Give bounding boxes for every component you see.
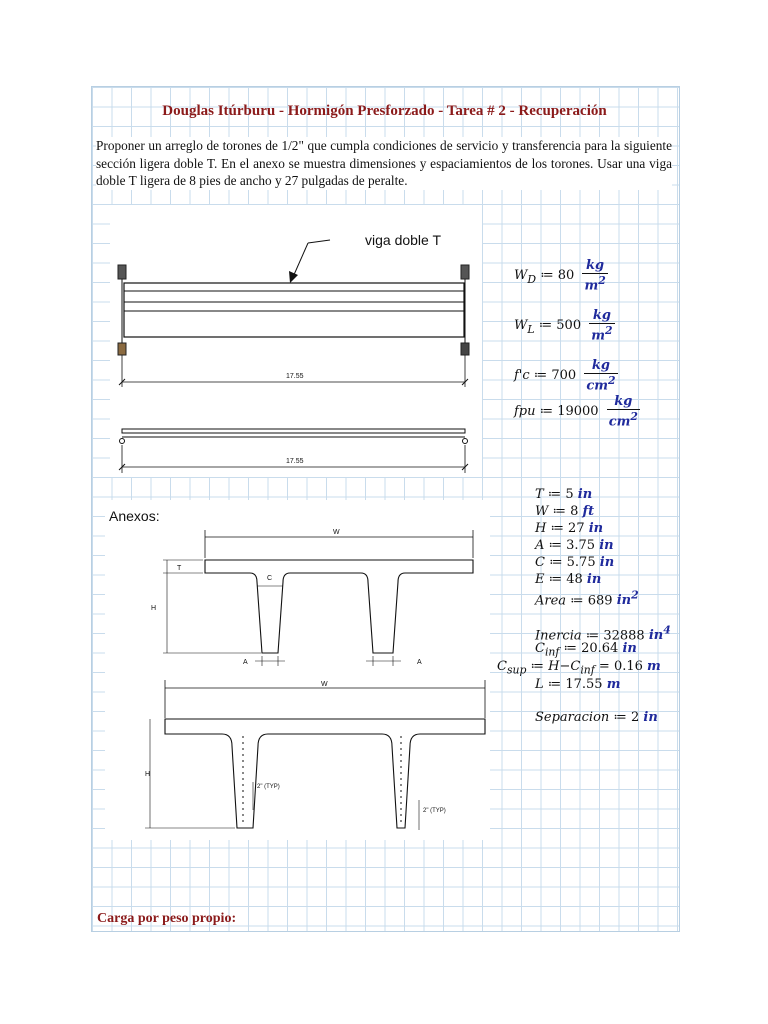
h-label-bottom: H <box>145 771 151 778</box>
w-label-top: W <box>333 529 340 536</box>
param-h: H ≔ 27 in <box>535 521 604 536</box>
fpu-definition: fpu ≔ 19000 $\frac{kg}{cm^2}$ <box>514 394 638 430</box>
param-separacion: Separacion ≔ 2 in <box>535 710 658 725</box>
beam-label: viga doble T <box>365 232 442 248</box>
a-label-left: A <box>243 659 248 666</box>
param-l: L ≔ 17.55 m <box>535 677 621 692</box>
param-csup: $C_{sup}$ ≔ $H-C_{inf} = 0.16$ m <box>497 659 661 677</box>
beam-elevation-drawing <box>110 205 482 477</box>
param-t: T ≔ 5 in <box>535 487 593 502</box>
annex-section-drawing <box>105 500 490 840</box>
param-c: C ≔ 5.75 in <box>535 555 615 570</box>
annex-heading: Anexos: <box>109 508 160 524</box>
param-area: Area ≔ 689 $in^2$ <box>535 589 639 609</box>
problem-statement: Proponer un arreglo de torones de 1/2" que cumpla condiciones de servicio y transferencia para la siguiente sección ligera doble T. En el anexo se muestra dimensiones y espaciamientos de los torones. Usar una viga doble T ligera de 8 pies de ancho y 27 pulgadas de peralte. <box>96 138 672 188</box>
span-dimension-bottom: 17.55 <box>286 458 304 465</box>
page-title: Douglas Itúrburu - Hormigón Presforzado - Tarea # 2 - Recuperación <box>162 103 607 119</box>
span-dimension-top: 17.55 <box>286 373 304 380</box>
param-cinf: $C_{inf}$ ≔ 20.64 in <box>535 641 637 659</box>
param-inercia: Inercia ≔ 32888 $in^4$ <box>535 624 671 644</box>
h-label-top: H <box>151 605 157 612</box>
beam-elevation-svg <box>110 205 482 477</box>
param-e: E ≔ 48 in <box>535 572 602 587</box>
wd-definition: $W_D$ ≔ 80 $\frac{kg}{m^2}$ <box>514 258 606 294</box>
typ-label-right: 2" (TYP) <box>423 808 446 814</box>
param-a: A ≔ 3.75 in <box>535 538 614 553</box>
a-label-right: A <box>417 659 422 666</box>
param-w: W ≔ 8 ft <box>535 504 595 519</box>
w-label-bottom: W <box>321 681 328 688</box>
annex-section-svg <box>105 500 490 840</box>
fc-definition: f'c ≔ 700 $\frac{kg}{cm^2}$ <box>514 358 616 394</box>
wl-definition: $W_L$ ≔ 500 $\frac{kg}{m^2}$ <box>514 308 613 344</box>
c-label: C <box>267 575 273 582</box>
section-heading: Carga por peso propio: <box>97 911 237 926</box>
t-label: T <box>177 565 182 572</box>
typ-label-left: 2" (TYP) <box>257 784 280 790</box>
